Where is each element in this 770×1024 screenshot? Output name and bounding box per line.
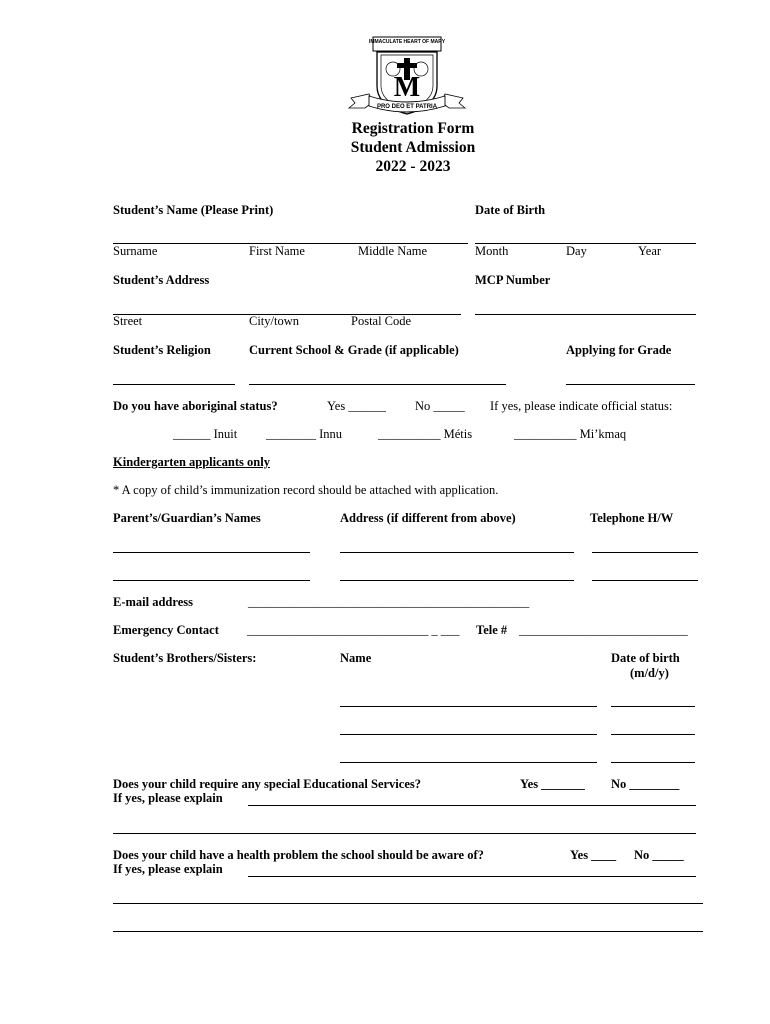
student-address-label: Student’s Address (113, 273, 210, 287)
health-explain-field-3[interactable] (113, 931, 703, 932)
applying-grade-field[interactable] (566, 384, 695, 385)
mikmaq-option[interactable]: __________ Mi’kmaq (514, 427, 627, 441)
parent-names-label: Parent’s/Guardian’s Names (113, 511, 261, 525)
parent-address-field-2[interactable] (340, 580, 574, 581)
middle-name-caption: Middle Name (358, 244, 428, 258)
sibling-dob-field-2[interactable] (611, 734, 695, 735)
mcp-number-field[interactable] (475, 314, 696, 315)
sibling-dob-format: (m/d/y) (630, 666, 669, 680)
parent-name-field-2[interactable] (113, 580, 310, 581)
metis-option[interactable]: __________ Métis (378, 427, 473, 441)
mcp-number-label: MCP Number (475, 273, 551, 287)
sibling-dob-field-1[interactable] (611, 706, 695, 707)
special-ed-explain-label: If yes, please explain (113, 791, 223, 805)
tele-field[interactable]: ___________________________ (519, 623, 688, 637)
special-ed-explain-field-2[interactable] (113, 833, 696, 834)
health-explain-field-2[interactable] (113, 903, 703, 904)
sibling-name-header: Name (340, 651, 372, 665)
crest-motto: PRO DEO ET PATRIA (376, 104, 438, 110)
sibling-name-field-1[interactable] (340, 706, 597, 707)
surname-caption: Surname (113, 244, 158, 258)
student-name-label: Student’s Name (Please Print) (113, 203, 274, 217)
religion-field[interactable] (113, 384, 235, 385)
health-explain-label: If yes, please explain (113, 862, 223, 876)
emergency-contact-field[interactable]: _____________________________ _ ___ (247, 623, 460, 637)
aboriginal-if-yes-text: If yes, please indicate official status: (490, 399, 673, 413)
siblings-label: Student’s Brothers/Sisters: (113, 651, 257, 665)
school-crest-logo (345, 36, 469, 118)
parent-address-label: Address (if different from above) (340, 511, 516, 525)
aboriginal-no-option[interactable]: No _____ (415, 399, 465, 413)
parent-address-field-1[interactable] (340, 552, 574, 553)
email-field[interactable]: _____________________________________________ (248, 595, 530, 609)
tele-label: Tele # (476, 623, 508, 637)
health-question: Does your child have a health problem the school should be aware of? (113, 848, 484, 862)
inuit-option[interactable]: ______ Inuit (173, 427, 238, 441)
special-ed-question: Does your child require any special Educational Services? (113, 777, 421, 791)
emergency-contact-label: Emergency Contact (113, 623, 219, 637)
city-caption: City/town (249, 314, 300, 328)
kindergarten-heading: Kindergarten applicants only (113, 455, 270, 469)
form-subtitle: Student Admission (350, 139, 476, 156)
parent-phone-label: Telephone H/W (590, 511, 674, 525)
month-caption: Month (475, 244, 509, 258)
school-year: 2022 - 2023 (375, 158, 451, 175)
current-school-field[interactable] (249, 384, 506, 385)
form-title: Registration Form (351, 120, 475, 137)
email-label: E-mail address (113, 595, 193, 609)
aboriginal-yes-option[interactable]: Yes ______ (327, 399, 386, 413)
sibling-name-field-3[interactable] (340, 762, 597, 763)
health-explain-field-1[interactable] (248, 876, 696, 877)
year-caption: Year (638, 244, 662, 258)
sibling-dob-field-3[interactable] (611, 762, 695, 763)
special-ed-explain-field-1[interactable] (248, 805, 696, 806)
day-caption: Day (566, 244, 587, 258)
religion-label: Student’s Religion (113, 343, 211, 357)
street-caption: Street (113, 314, 143, 328)
parent-phone-field-1[interactable] (592, 552, 698, 553)
innu-option[interactable]: ________ Innu (266, 427, 343, 441)
crest-monogram: M (393, 72, 421, 103)
immunization-note: * A copy of child’s immunization record should be attached with application. (113, 483, 499, 497)
aboriginal-question: Do you have aboriginal status? (113, 399, 278, 413)
sibling-dob-header: Date of birth (611, 651, 680, 665)
sibling-name-field-2[interactable] (340, 734, 597, 735)
first-name-caption: First Name (249, 244, 305, 258)
special-ed-no-option[interactable]: No ________ (611, 777, 680, 791)
current-school-label: Current School & Grade (if applicable) (249, 343, 459, 357)
health-yes-option[interactable]: Yes ____ (570, 848, 617, 862)
crest-banner-text: IMMACULATE HEART OF MARY (368, 39, 446, 45)
parent-phone-field-2[interactable] (592, 580, 698, 581)
applying-grade-label: Applying for Grade (566, 343, 672, 357)
health-no-option[interactable]: No _____ (634, 848, 684, 862)
parent-name-field-1[interactable] (113, 552, 310, 553)
special-ed-yes-option[interactable]: Yes _______ (520, 777, 585, 791)
postal-code-caption: Postal Code (351, 314, 412, 328)
dob-label: Date of Birth (475, 203, 546, 217)
